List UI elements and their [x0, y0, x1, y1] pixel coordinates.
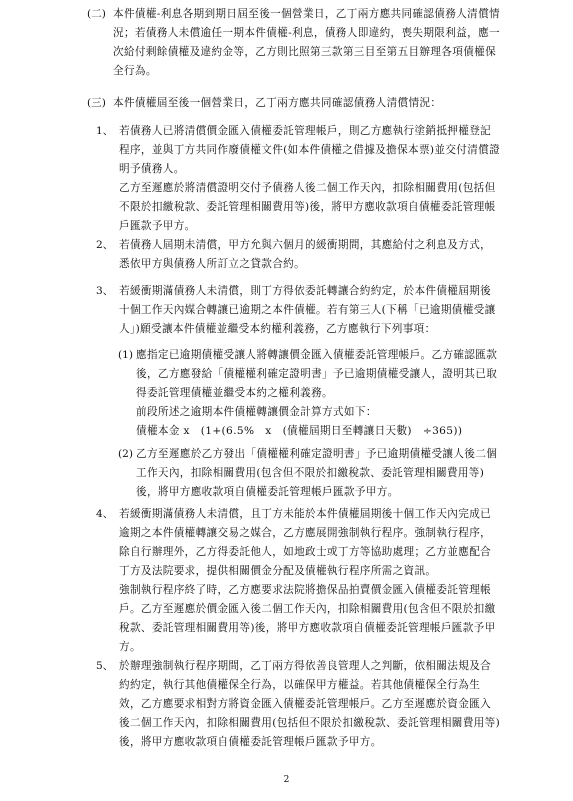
item-paragraph [119, 282, 496, 339]
text-line: 應指定已逾期債權受讓人將轉讓價金匯入債權委託管理帳戶。乙方確認匯款 [136, 349, 498, 361]
text-line: 戶匯款予甲方。 [119, 220, 196, 232]
text-line: 本件債權-利息各期到期日屆至後一個營業日，乙丁兩方應共同確認債務人清償情 [113, 8, 500, 20]
text-line: 本件債權屆至後一個營業日，乙丁兩方應共同確認債務人清償情況： [113, 97, 442, 109]
text-line: 人」)願受讓本件債權並繼受本約權利義務，乙方應執行下列事項： [119, 323, 436, 335]
section-paragraph [113, 5, 500, 81]
text-line: 稅款、委託管理相關費用等)後，將甲方應收款項自債權委託管理帳戶匯款予甲 [119, 622, 496, 634]
text-line: 若緩衝期滿債務人未清償，則丁方得依委託轉讓合約約定，於本件債權屆期後 [119, 285, 492, 297]
section-marker: (三) [87, 97, 106, 109]
item-marker: 2、 [96, 239, 114, 251]
text-line: 戶。乙方至遲應於價金匯入後二個工作天內，扣除相關費用(包含但不限於扣繳 [119, 603, 496, 615]
text-line: 效，乙方應要求相對方將資金匯入債權委託管理帳戶。乙方至遲應於資金匯入 [119, 698, 492, 710]
text-line: 悉依甲方與債務人所訂立之貸款合約。 [119, 258, 306, 270]
text-line: 除自行辦理外，乙方得委託他人，如地政士或丁方等協助處理；乙方並應配合 [119, 546, 492, 558]
item-marker: 4、 [96, 508, 114, 520]
subitem-marker: (2) [118, 448, 134, 460]
text-line: 況；若債務人未償逾任一期本件債權-利息，債務人即違約，喪失期限利益，應一 [113, 27, 500, 39]
section-paragraph [113, 94, 441, 113]
text-line: 後，將甲方應收款項自債權委託管理帳戶匯款予甲方。 [136, 486, 399, 498]
text-line: 後，乙方應發給「債權權利確定證明書」予已逾期債權受讓人，證明其已取 [136, 368, 498, 380]
item-paragraph [119, 122, 500, 236]
text-line: 全行為。 [113, 65, 157, 77]
text-line: 程序，並與丁方共同作廢債權文件(如本件債權之借據及擔保本票)並交付清償證 [119, 144, 501, 156]
text-line: 前段所述之逾期本件債權轉讓價金計算方式如下： [136, 406, 377, 418]
item-marker: 1、 [96, 125, 114, 137]
text-line: 債權本金 x (1+(6.5% x (債權屆期日至轉讓日天數) ÷365)) [136, 425, 463, 437]
subitem-paragraph [136, 346, 497, 441]
text-line: 後二個工作天內，扣除相關費用(包括但不限於扣繳稅款、委託管理相關費用等) [119, 717, 501, 729]
text-line: 次給付剩餘債權及違約金等，乙方則比照第三款第三目至第五目辦理各項債權保 [113, 46, 497, 58]
text-line: 若債務人已將清償價金匯入債權委託管理帳戶，則乙方應執行塗銷抵押權登記 [119, 125, 492, 137]
text-line: 乙方至遲應於將清償證明交付予債務人後二個工作天內，扣除相關費用(包括但 [119, 182, 496, 194]
text-line: 十個工作天內媒合轉讓已逾期之本件債權。若有第三人(下稱「已逾期債權受讓 [119, 304, 496, 316]
page-number: 2 [283, 775, 290, 785]
item-marker: 3、 [96, 285, 114, 297]
text-line: 工作天內，扣除相關費用(包含但不限於扣繳稅款、委託管理相關費用等) [136, 467, 485, 479]
text-line: 乙方至遲應於乙方發出「債權權利確定證明書」予已逾期債權受讓人後二個 [136, 448, 498, 460]
item-paragraph [119, 505, 496, 657]
text-line: 方。 [119, 641, 141, 653]
text-line: 不限於扣繳稅款、委託管理相關費用等)後，將甲方應收款項自債權委託管理帳 [119, 201, 496, 213]
text-line: 約約定，執行其他債權保全行為，以確保甲方權益。若其他債權保全行為生 [119, 679, 481, 691]
section-marker: (二) [87, 8, 106, 20]
text-line: 後，將甲方應收款項自債權委託管理帳戶匯款予甲方。 [119, 736, 382, 748]
item-paragraph [119, 657, 500, 752]
item-marker: 5、 [96, 660, 114, 672]
text-line: 若債務人屆期未清償，甲方允與六個月的緩衝期間，其應給付之利息及方式， [119, 239, 492, 251]
item-paragraph [119, 236, 491, 274]
subitem-paragraph [136, 445, 497, 502]
subitem-marker: (1) [118, 349, 134, 361]
text-line: 於辦理強制執行程序期間，乙丁兩方得依善良管理人之判斷，依相關法規及合 [119, 660, 492, 672]
text-line: 強制執行程序終了時，乙方應要求法院將擔保品拍賣價金匯入債權委託管理帳 [119, 584, 492, 596]
text-line: 逾期之本件債權轉讓交易之媒合，乙方應展開強制執行程序。強制執行程序， [119, 527, 492, 539]
text-line: 明予債務人。 [119, 163, 185, 175]
text-line: 得委託管理債權並繼受本約之權利義務。 [136, 387, 333, 399]
text-line: 若緩衝期滿債務人未清償，且丁方未能於本件債權屆期後十個工作天內完成已 [119, 508, 492, 520]
text-line: 丁方及法院要求，提供相關價金分配及債權執行程序所需之資訊。 [119, 565, 437, 577]
